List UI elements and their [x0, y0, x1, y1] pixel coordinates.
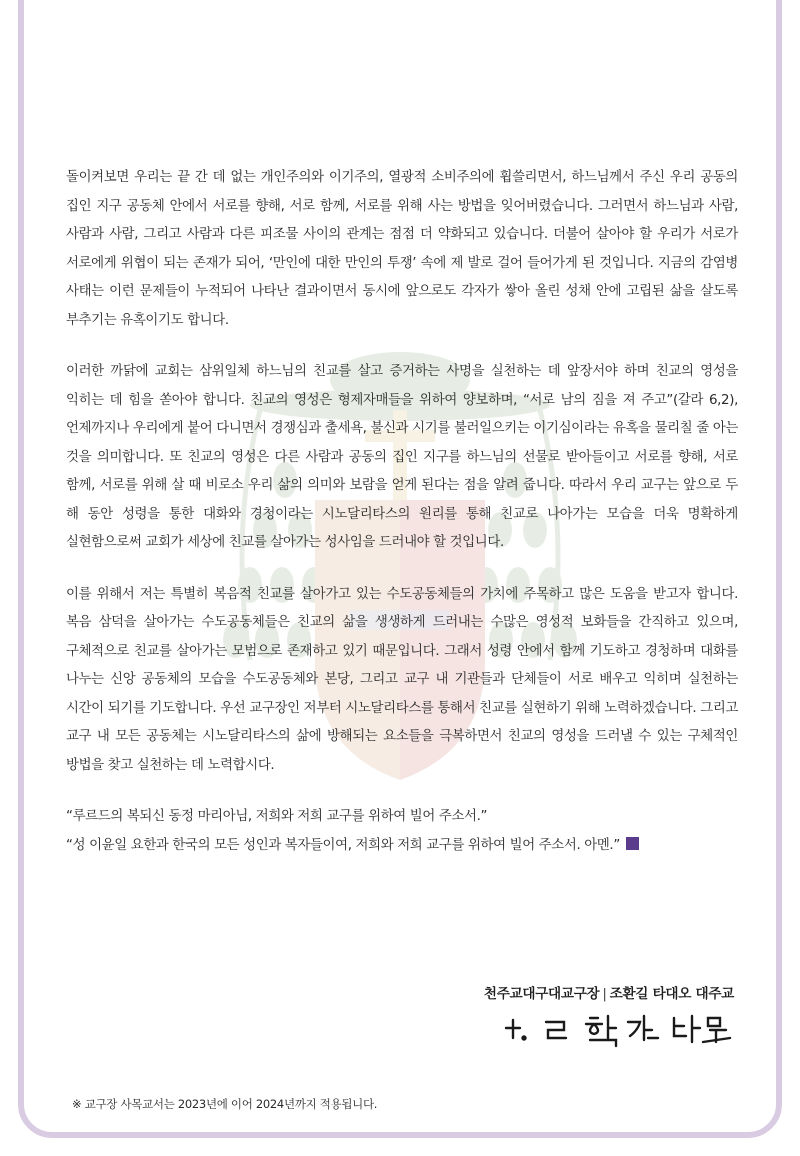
- signature-separator: |: [602, 986, 607, 1002]
- signature-title: [484, 982, 734, 1002]
- handwritten-signature-icon: [498, 1008, 738, 1048]
- signature-block: [484, 982, 734, 1002]
- paragraph-2: 이러한 까닭에 교회는 삼위일체 하느님의 친교를 살고 증거하는 사명을 실천하는 데 앞장서야 하며 친교의 영성을 익히는 데 힘을 쏟아야 합니다. 친교의 영성은 형제자매들을 위하여 양보하며, “서로 남의 짐을 져 주고”(갈라 6,2), 언제까지나 우리에게 붙어 다니면서 경쟁심과 출세욕, 불신과 시기를 불러일으키는 이기심이라는 유혹을 물리칠 줄 아는 것을 의미합니다. 또 친교의 영성은 다른 사람과 공동의 집인 지구를 하느님의 선물로 받아들이고 서로를 향해, 서로 함께, 서로를 위해 살 때 비로소 우리 삶의 의미와 보람을 얻게 된다는 점을 알려 줍니다. 따라서 우리 교구는 앞으로 두 해 동안 성령을 통한 대화와 경청이라는 시노달리타스의 원리를 통해 친교로 나아가는 모습을 더욱 명확하게 실현함으로써 교회가 세상에 친교를 살아가는 성사임을 드러내야 할 것입니다.: [66, 364, 738, 550]
- signature-name: 조환길 타대오 대주교: [609, 986, 734, 1002]
- pastoral-letter-body: [66, 164, 738, 860]
- prayer-line-2: [66, 832, 738, 861]
- end-of-text-square-icon: [626, 837, 639, 850]
- signature-organization: 천주교대구대교구장: [483, 986, 600, 1002]
- prayer-text-1: “루르드의 복되신 동정 마리아님, 저희와 저희 교구를 위하여 빌어 주소서.”: [66, 809, 488, 824]
- paragraph-1: 돌이켜보면 우리는 끝 간 데 없는 개인주의와 이기주의, 열광적 소비주의에 휩쓸리면서, 하느님께서 주신 우리 공동의 집인 지구 공동체 안에서 서로를 향해, 서로 함께, 서로를 위해 사는 방법을 잊어버렸습니다. 그러면서 하느님과 사람, 사람과 사람, 그리고 사람과 다른 피조물 사이의 관계는 점점 더 약화되고 있습니다. 더불어 살아야 할 우리가 서로가 서로에게 위협이 되는 존재가 되어, ‘만인에 대한 만인의 투쟁’ 속에 제 발로 걸어 들어가게 된 것입니다. 지금의 감염병 사태는 이런 문제들이 누적되어 나타난 결과이면서 동시에 앞으로도 각자가 쌓아 올린 성채 안에 고립된 삶을 살도록 부추기는 유혹이기도 합니다.: [66, 170, 738, 328]
- prayer-text-2: “성 이윤일 요한과 한국의 모든 성인과 복자들이여, 저희와 저희 교구를 위하여 빌어 주소서. 아멘.”: [66, 837, 620, 853]
- footnote: ※ 교구장 사목교서는 2023년에 이어 2024년까지 적용됩니다.: [72, 1097, 378, 1111]
- closing-prayers: [66, 803, 738, 860]
- paragraph-3: 이를 위해서 저는 특별히 복음적 친교를 살아가고 있는 수도공동체들의 가치에 주목하고 많은 도움을 받고자 합니다. 복음 삼덕을 살아가는 수도공동체들은 친교의 삶을 생생하게 드러내는 수많은 영성적 보화들을 간직하고 있으며, 구체적으로 친교를 살아가는 모범으로 존재하고 있기 때문입니다. 그래서 성령 안에서 함께 기도하고 경청하며 대화를 나누는 신앙 공동체의 모습을 수도공동체와 본당, 그리고 교구 내 기관들과 단체들이 서로 배우고 익히며 실천하는 시간이 되기를 기도합니다. 우선 교구장인 저부터 시노달리타스를 통해서 친교를 실현하기 위해 노력하겠습니다. 그리고 교구 내 모든 공동체는 시노달리타스의 삶에 방해되는 요소들을 극복하면서 친교의 영성을 드러낼 수 있는 구체적인 방법을 찾고 실천하는 데 노력합시다.: [66, 586, 738, 773]
- prayer-line-1: [66, 803, 738, 832]
